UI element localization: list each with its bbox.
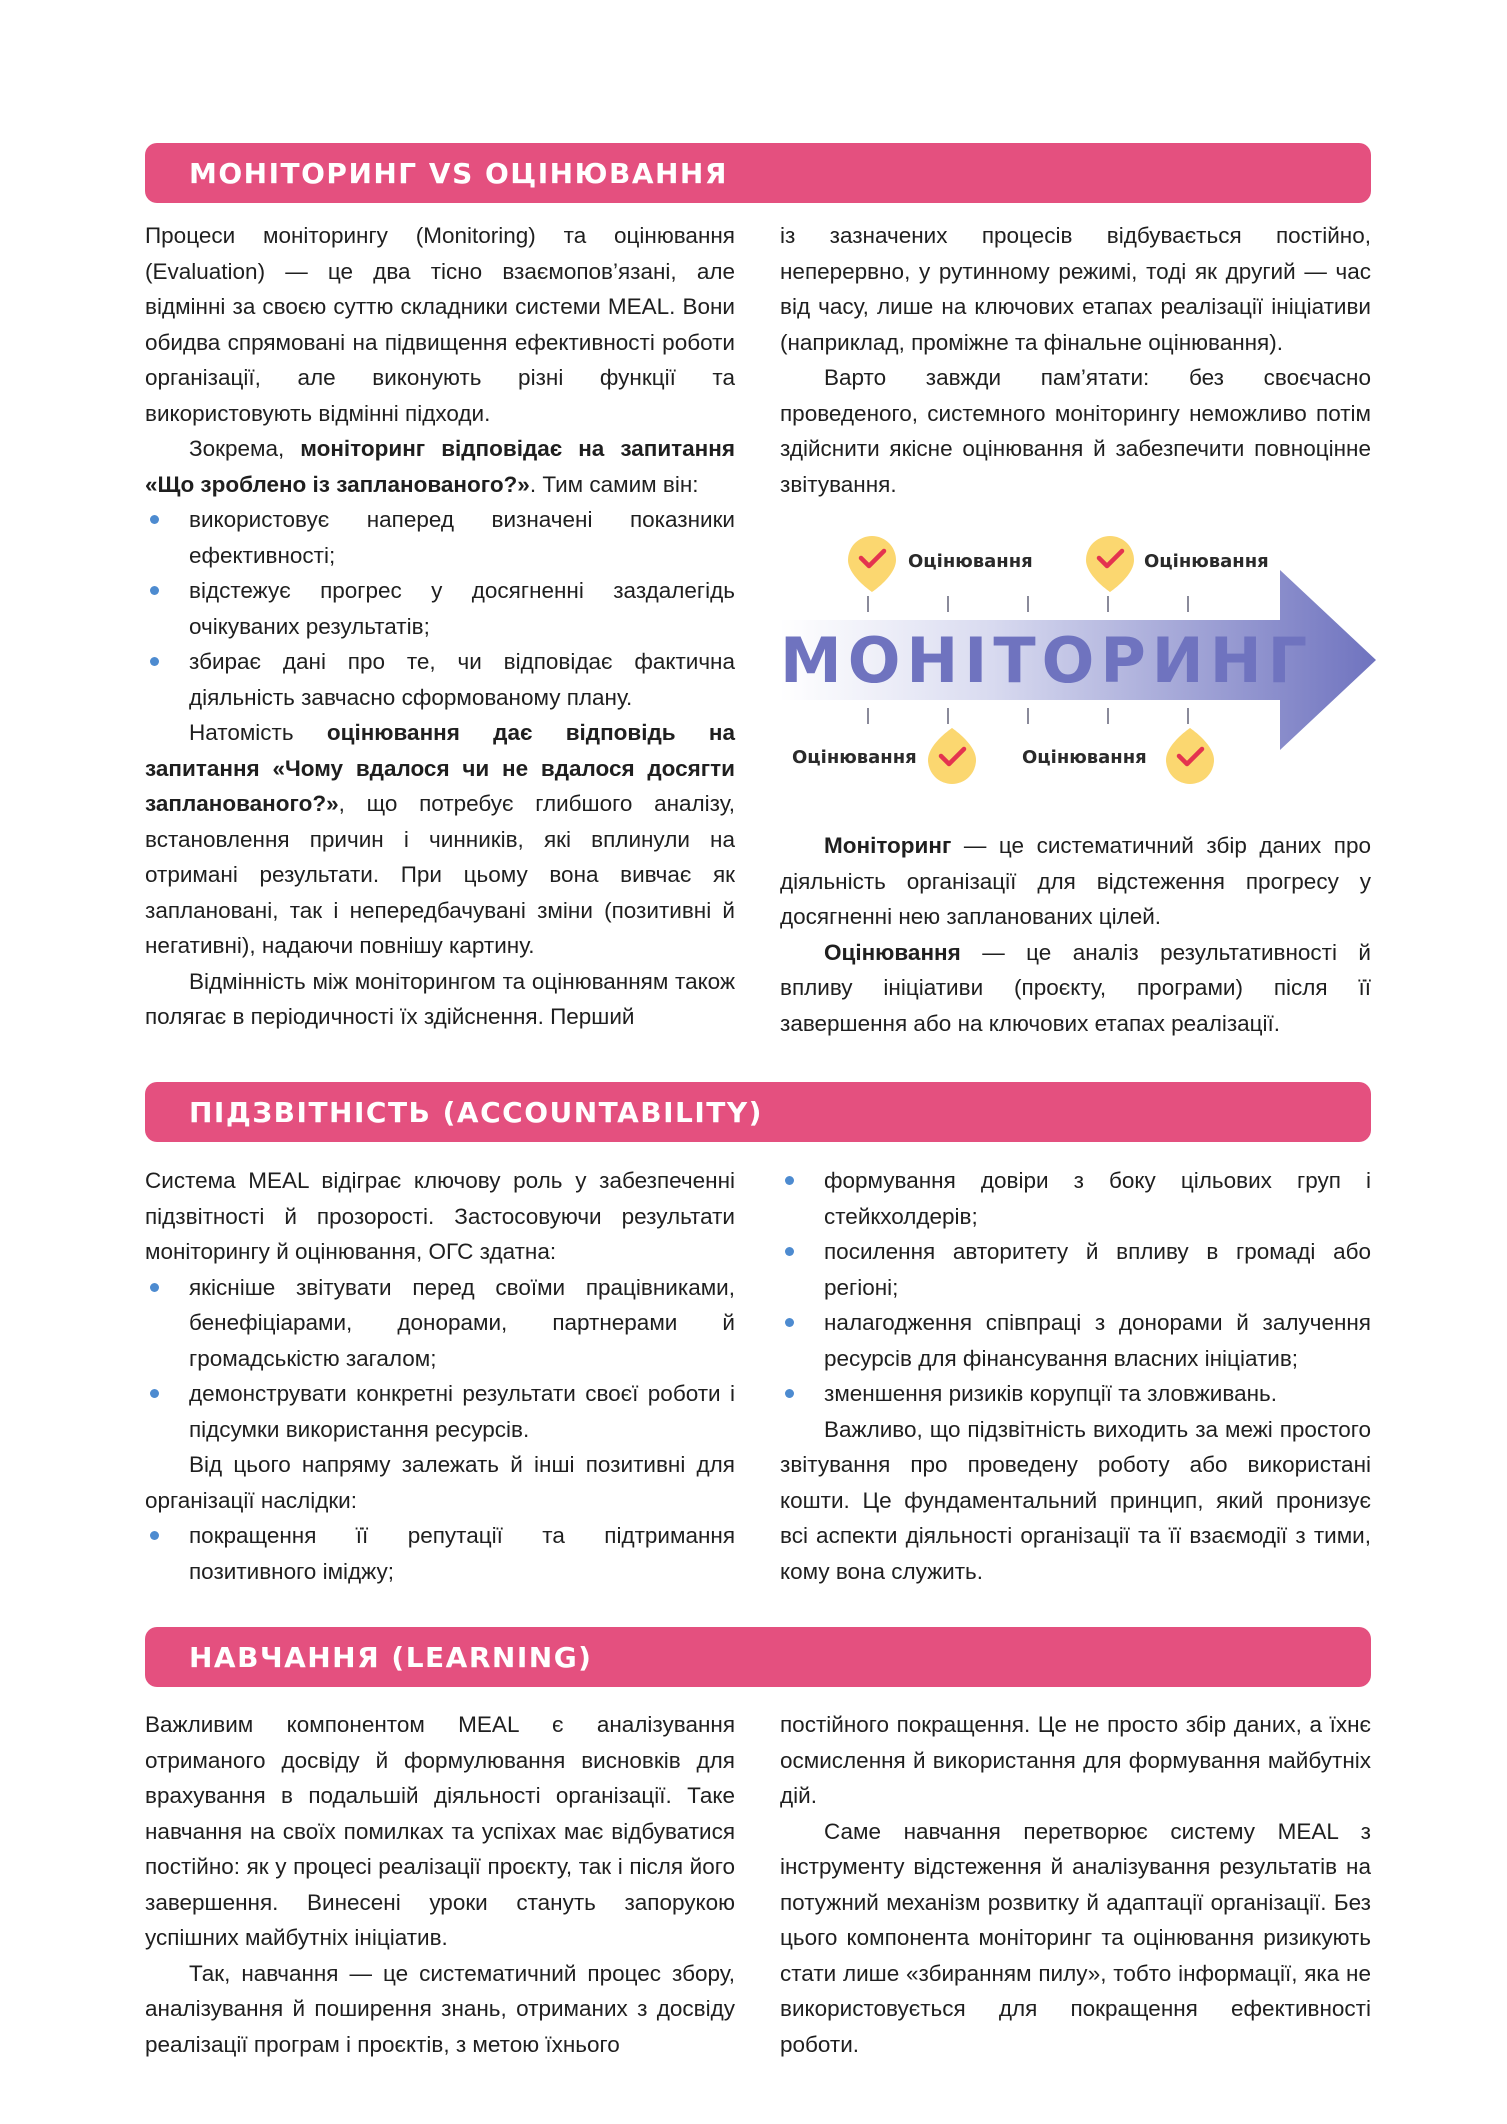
section1-left-column [145, 218, 735, 1035]
evaluation-label: Оцінювання [1144, 551, 1269, 572]
section-title: ПІДЗВІТНІСТЬ (ACCOUNTABILITY) [189, 1096, 763, 1129]
check-badge-icon [1166, 728, 1214, 784]
list-item: демонструвати конкретні результати своєї роботи і підсумки використання ресурсів. [145, 1376, 735, 1447]
list-item: зменшення ризиків корупції та зловживань. [780, 1376, 1371, 1412]
definition-evaluation: Оцінювання — це аналіз результативності й впливу ініціативи (проєкту, програми) після її завершення або на ключових етапах реалізації. [780, 939, 1371, 1036]
section-header-accountability [145, 1082, 1371, 1142]
section3-left-column [145, 1707, 735, 2062]
paragraph: Відмінність між моніторингом та оцінюванням також полягає в періодичності їх здійснення. Перший [145, 968, 735, 1029]
section1-right-column-bottom [780, 828, 1371, 1041]
paragraph: Натомість оцінювання дає відповідь на запитання «Чому вдалося чи не вдалося досягти запланованого?», що потребує глибшого аналізу, встановлення причин і чинників, які вплинули на отримані результати. При цьому вона вивчає як заплановані, так і непередбачувані зміни (позитивні й негативні), надаючи повнішу картину. [145, 720, 735, 958]
list-item: збирає дані про те, чи відповідає фактична діяльність завчасно сформованому плану. [145, 644, 735, 715]
section2-right-column [780, 1163, 1371, 1589]
check-badge-icon [928, 728, 976, 784]
bullet-list [145, 502, 735, 715]
list-item: відстежує прогрес у досягненні заздалегідь очікуваних результатів; [145, 573, 735, 644]
bullet-list [780, 1163, 1371, 1412]
timeline-ticks-top [868, 596, 1188, 612]
paragraph: Від цього напряму залежать й інші позитивні для організації наслідки: [145, 1452, 735, 1513]
timeline-ticks-bottom [868, 708, 1188, 724]
section-header-learning [145, 1627, 1371, 1687]
evaluation-label: Оцінювання [908, 551, 1033, 572]
list-item: посилення авторитету й впливу в громаді або регіоні; [780, 1234, 1371, 1305]
check-badge-icon [848, 520, 896, 592]
list-item: формування довіри з боку цільових груп і стейкхолдерів; [780, 1163, 1371, 1234]
list-item: покращення її репутації та підтримання позитивного іміджу; [145, 1518, 735, 1589]
paragraph: Важливим компонентом MEAL є аналізування отриманого досвіду й формулювання висновків для врахування в подальшій діяльності організації. Таке навчання на своїх помилках та успіхах має відбуватися постійно: як у процесі реалізації проєкту, так і після його завершення. Винесені уроки стануть запорукою успішних майбутніх ініціатив. [145, 1712, 735, 1950]
paragraph: Система MEAL відіграє ключову роль у забезпеченні підзвітності й прозорості. Застосовуючи результати моніторингу й оцінювання, ОГС здатна: [145, 1168, 735, 1264]
section-header-monitoring-vs-evaluation [145, 143, 1371, 203]
bullet-list [145, 1518, 735, 1589]
evaluation-label: Оцінювання [792, 747, 917, 768]
evaluation-label: Оцінювання [1022, 747, 1147, 768]
section1-right-column-top [780, 218, 1371, 502]
monitoring-label: МОНІТОРИНГ [780, 624, 1314, 697]
paragraph: Важливо, що підзвітність виходить за межі простого звітування про проведену роботу або використані кошти. Це фундаментальний принцип, який пронизує всі аспекти діяльності організації та її взаємодії з тими, кому вона служить. [780, 1416, 1371, 1584]
list-item: якісніше звітувати перед своїми працівниками, бенефіціарами, донорами, партнерами й громадськістю загалом; [145, 1270, 735, 1377]
section3-right-column [780, 1707, 1371, 2062]
definition-monitoring: Моніторинг — це систематичний збір даних про діяльність організації для відстеження прогресу у досягненні нею запланованих цілей. [780, 833, 1371, 929]
monitoring-diagram [780, 520, 1380, 800]
list-item: використовує наперед визначені показники ефективності; [145, 502, 735, 573]
paragraph: Саме навчання перетворює систему MEAL з інструменту відстеження й аналізування результатів на потужний механізм розвитку й адаптації організації. Без цього компонента моніторинг та оцінювання ризикують стати лише «збиранням пилу», тобто інформації, яка не використовується для покращення ефективності роботи. [780, 1818, 1371, 2057]
bullet-list [145, 1270, 735, 1448]
list-item: налагодження співпраці з донорами й залучення ресурсів для фінансування власних ініціатив; [780, 1305, 1371, 1376]
paragraph: постійного покращення. Це не просто збір даних, а їхнє осмислення й використання для формування майбутніх дій. [780, 1712, 1371, 1808]
monitoring-arrow-graphic [780, 520, 1380, 800]
section-title: НАВЧАННЯ (LEARNING) [189, 1641, 593, 1674]
paragraph: Варто завжди пам’ятати: без своєчасно проведеного, системного моніторингу неможливо потім здійснити якісне оцінювання й забезпечити повноцінне звітування. [780, 365, 1371, 497]
section-title: МОНІТОРИНГ VS ОЦІНЮВАННЯ [189, 157, 728, 190]
paragraph: Так, навчання — це систематичний процес збору, аналізування й поширення знань, отриманих з досвіду реалізації програм і проєктів, з метою їхнього [145, 1960, 735, 2057]
paragraph: Процеси моніторингу (Monitoring) та оцінювання (Evaluation) — це два тісно взаємопов’язані, але відмінні за своєю суттю складники системи MEAL. Вони обидва спрямовані на підвищення ефективності роботи організації, але виконують різні функції та використовують відмінні підходи. [145, 223, 735, 426]
paragraph: із зазначених процесів відбувається постійно, неперервно, у рутинному режимі, тоді як другий — час від часу, лише на ключових етапах реалізації ініціативи (наприклад, проміжне та фінальне оцінювання). [780, 223, 1371, 355]
section2-left-column [145, 1163, 735, 1589]
paragraph: Зокрема, моніторинг відповідає на запитання «Що зроблено із запланованого?». Тим самим він: [145, 436, 735, 497]
check-badge-icon [1086, 536, 1134, 592]
